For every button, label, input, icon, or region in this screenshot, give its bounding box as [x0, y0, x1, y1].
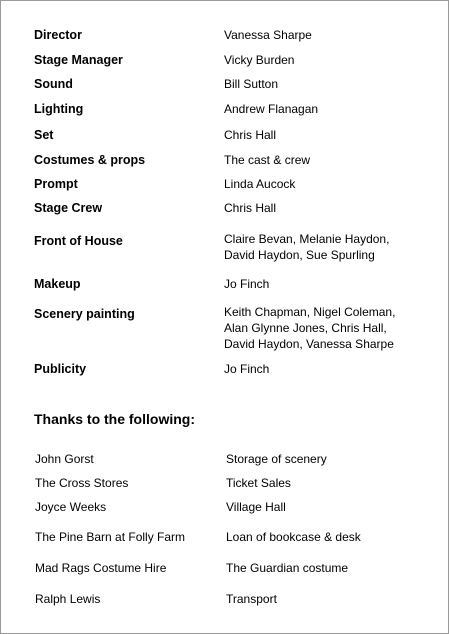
- thanks-reason: Loan of bookcase & desk: [226, 530, 361, 544]
- crew-people: [224, 101, 318, 117]
- crew-people: [224, 176, 295, 192]
- crew-role: Director: [34, 28, 82, 42]
- crew-people: [224, 27, 312, 43]
- crew-person-line: Bill Sutton: [224, 77, 279, 91]
- thanks-name: Joyce Weeks: [35, 500, 107, 514]
- crew-role: Set: [34, 128, 54, 142]
- crew-person-line: Jo Finch: [224, 362, 270, 376]
- crew-role: Front of House: [34, 234, 123, 248]
- crew-person-line: Linda Aucock: [224, 177, 296, 191]
- thanks-name: John Gorst: [35, 452, 94, 466]
- crew-people: [224, 152, 310, 168]
- crew-role: Prompt: [34, 177, 78, 191]
- crew-role: Costumes & props: [34, 153, 146, 167]
- thanks-reason: Village Hall: [226, 500, 286, 514]
- crew-role: Scenery painting: [34, 307, 135, 321]
- crew-people: [224, 361, 269, 377]
- crew-people: [224, 304, 395, 352]
- crew-person-line: The cast & crew: [224, 153, 311, 167]
- thanks-reason: Storage of scenery: [226, 452, 327, 466]
- crew-person-line: Vanessa Sharpe: [224, 28, 312, 42]
- crew-people: [224, 52, 294, 68]
- crew-person-line: Chris Hall: [224, 128, 277, 142]
- crew-people: [224, 276, 269, 292]
- crew-role: Stage Manager: [34, 53, 123, 67]
- crew-role: Makeup: [34, 277, 81, 291]
- thanks-reason: The Guardian costume: [226, 561, 349, 575]
- crew-person-line: Andrew Flanagan: [224, 102, 319, 116]
- thanks-reason: Ticket Sales: [226, 476, 291, 490]
- thanks-reason: Transport: [226, 592, 277, 606]
- crew-people: [224, 127, 276, 143]
- crew-person-line: Keith Chapman, Nigel Coleman,: [224, 305, 396, 319]
- crew-person-line: David Haydon, Vanessa Sharpe: [224, 337, 394, 351]
- thanks-name: Mad Rags Costume Hire: [35, 561, 167, 575]
- crew-person-line: Vicky Burden: [224, 53, 295, 67]
- crew-person-line: Claire Bevan, Melanie Haydon,: [224, 232, 390, 246]
- crew-role: Lighting: [34, 102, 84, 116]
- crew-people: [224, 200, 276, 216]
- thanks-name: Ralph Lewis: [35, 592, 101, 606]
- crew-person-line: Alan Glynne Jones, Chris Hall,: [224, 321, 387, 335]
- crew-people: [224, 231, 389, 263]
- crew-role: Sound: [34, 77, 73, 91]
- crew-person-line: Chris Hall: [224, 201, 277, 215]
- crew-person-line: David Haydon, Sue Spurling: [224, 248, 375, 262]
- thanks-heading: Thanks to the following:: [34, 411, 195, 427]
- crew-role: Stage Crew: [34, 201, 103, 215]
- thanks-name: The Cross Stores: [35, 476, 129, 490]
- crew-person-line: Jo Finch: [224, 277, 270, 291]
- crew-people: [224, 76, 278, 92]
- crew-role: Publicity: [34, 362, 87, 376]
- thanks-name: The Pine Barn at Folly Farm: [35, 530, 186, 544]
